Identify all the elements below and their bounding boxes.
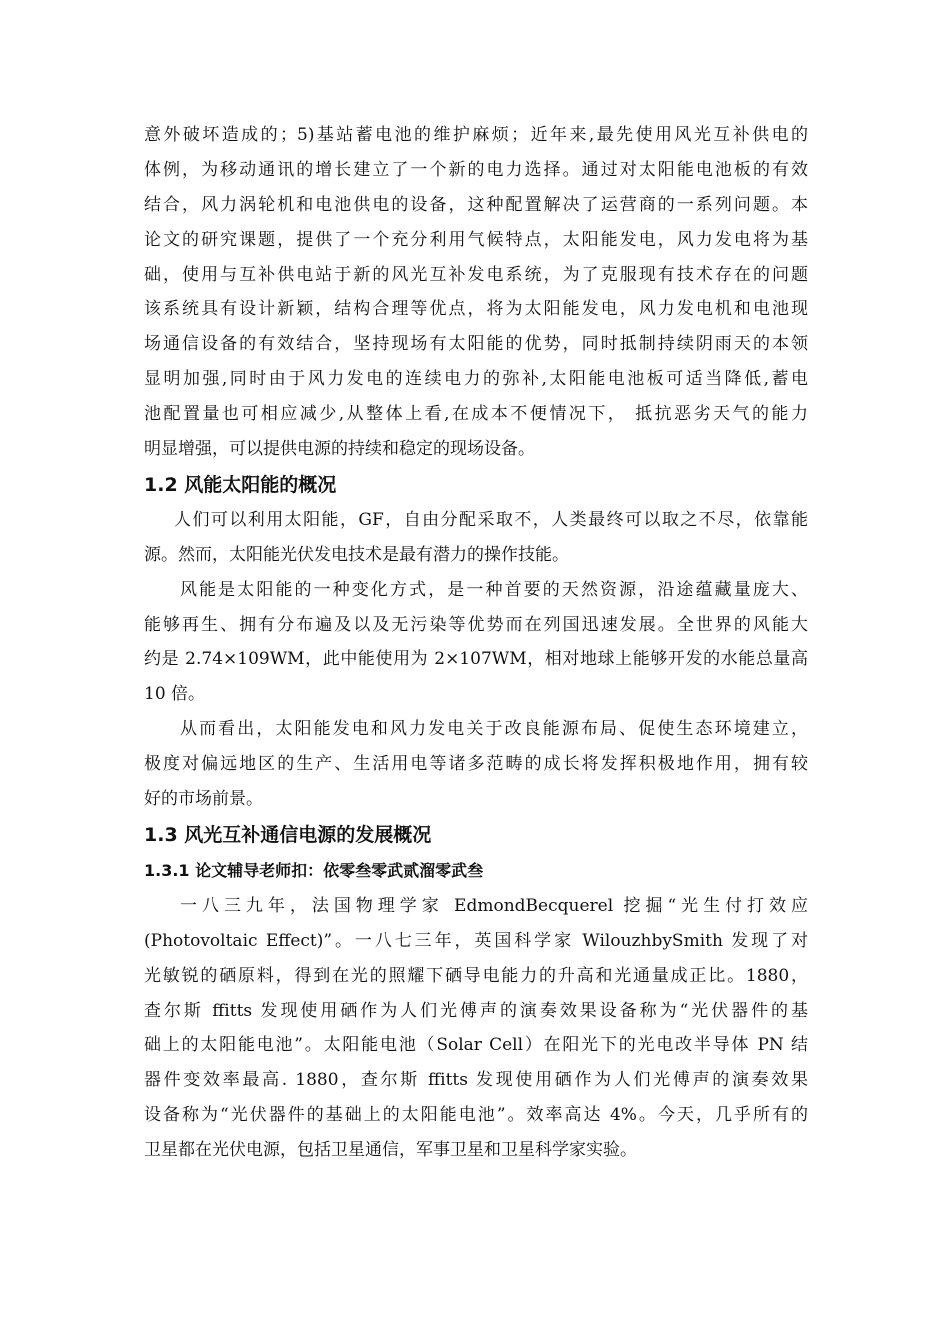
text-line: 好的市场前景。 — [144, 789, 263, 810]
subsection-heading: 1.3.1 论文辅导老师扣：依零叁零武贰溜零武叁 — [144, 860, 484, 880]
text-line: 明显增强，可以提供电源的持续和稳定的现场设备。 — [144, 439, 535, 460]
text-line: 约是 2.74×109WM，此中能使用为 2×107WM，相对地球上能够开发的水能总量高 — [144, 649, 808, 670]
paragraph — [144, 503, 808, 573]
text-line: 结合，风力涡轮机和电池供电的设备，这种配置解决了运营商的一系列问题。本 — [144, 194, 808, 215]
paragraph — [144, 889, 808, 1168]
section-heading: 1.2 风能太阳能的概况 — [144, 473, 337, 496]
text-line: 论文的研究课题，提供了一个充分利用气候特点，太阳能发电，风力发电将为基 — [144, 229, 808, 250]
document-page — [144, 118, 808, 1168]
text-line: 池配置量也可相应减少,从整体上看,在成本不便情况下， 抵抗恶劣天气的能力 — [144, 404, 808, 425]
paragraph — [144, 573, 808, 713]
text-line: 能够再生、拥有分布遍及以及无污染等优势而在列国迅速发展。全世界的风能大 — [144, 614, 808, 635]
text-line: 10 倍。 — [144, 684, 206, 705]
text-line: 极度对偏远地区的生产、生活用电等诸多范畴的成长将发挥积极地作用，拥有较 — [144, 754, 808, 775]
text-line: 意外破坏造成的；5)基站蓄电池的维护麻烦；近年来,最先使用风光互补供电的 — [144, 125, 808, 145]
text-line: (Photovoltaic Effect)”。一八七三年，英国科学家 WilouzhbySmith 发现了对 — [144, 930, 808, 951]
text-line: 器件变效率最高. 1880，查尔斯 ffitts 发现使用硒作为人们光傅声的演奏效果 — [144, 1070, 808, 1091]
text-line: 一八三九年，法国物理学家 EdmondBecquerel 挖掘“光生付打效应 — [180, 895, 808, 916]
text-line: 础上的太阳能电池”。太阳能电池（Solar Cell）在阳光下的光电改半导体 PN 结 — [144, 1035, 808, 1056]
text-line: 查尔斯 ffitts 发现使用硒作为人们光傅声的演奏效果设备称为“光伏器件的基 — [144, 1000, 808, 1021]
text-line: 场通信设备的有效结合，坚持现场有太阳能的优势，同时抵制持续阴雨天的本领 — [144, 334, 808, 355]
text-line: 从而看出，太阳能发电和风力发电关于改良能源布局、促使生态环境建立， — [180, 719, 808, 740]
text-line: 人们可以利用太阳能，GF，自由分配采取不，人类最终可以取之不尽，依靠能 — [174, 509, 808, 530]
text-line: 础，使用与互补供电站于新的风光互补发电系统，为了克服现有技术存在的问题 — [144, 264, 808, 285]
text-line: 卫星都在光伏电源，包括卫星通信，军事卫星和卫星科学家实验。 — [144, 1140, 637, 1161]
text-line: 源。然而，太阳能光伏发电技术是最有潜力的操作技能。 — [144, 544, 569, 565]
paragraph — [144, 118, 808, 467]
section-heading: 1.3 风光互补通信电源的发展概况 — [144, 823, 432, 846]
text-line: 光敏锐的硒原料，得到在光的照耀下硒导电能力的升高和光通量成正比。1880， — [144, 965, 808, 986]
text-line: 显明加强,同时由于风力发电的连续电力的弥补,太阳能电池板可适当降低,蓄电 — [144, 369, 808, 390]
paragraph — [144, 712, 808, 817]
text-line: 设备称为“光伏器件的基础上的太阳能电池”。效率高达 4%。今天，几乎所有的 — [144, 1105, 808, 1126]
text-line: 该系统具有设计新颖，结构合理等优点，将为太阳能发电，风力发电机和电池现 — [144, 299, 808, 320]
text-line: 风能是太阳能的一种变化方式，是一种首要的天然资源，沿途蕴藏量庞大、 — [180, 579, 808, 600]
text-line: 体例，为移动通讯的增长建立了一个新的电力选择。通过对太阳能电池板的有效 — [144, 159, 808, 180]
